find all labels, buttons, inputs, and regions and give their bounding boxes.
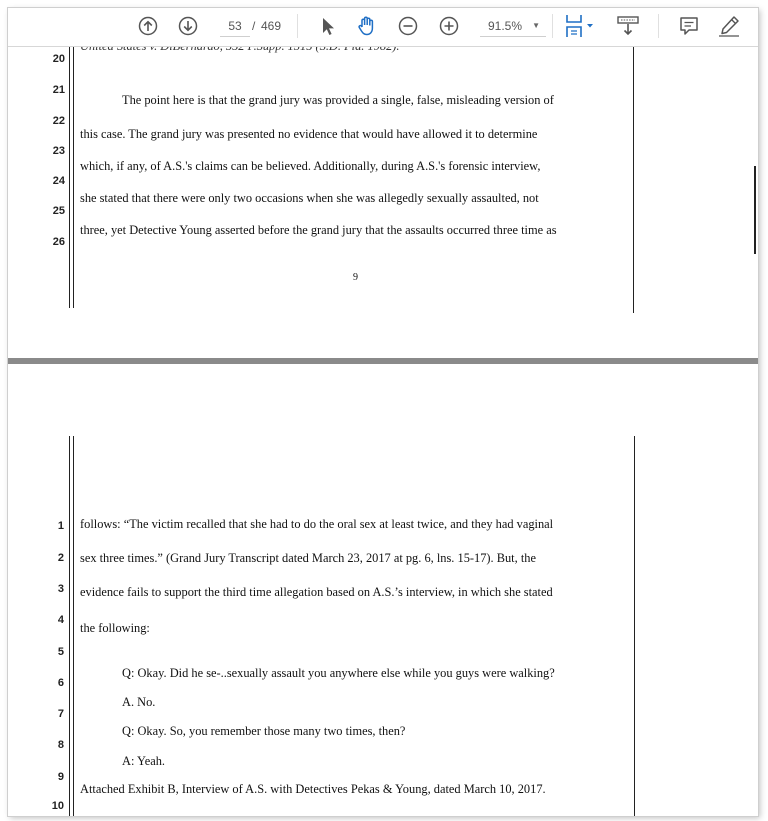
fit-page-icon [563, 13, 597, 39]
page-total: 469 [261, 19, 282, 33]
qa-line: A: Yeah. [122, 754, 166, 768]
line-number: 1 [57, 520, 64, 532]
right-margin-rule [633, 46, 634, 313]
left-margin-rule [73, 46, 74, 308]
right-margin-rule [634, 436, 635, 816]
pointer-icon [319, 16, 337, 36]
sign-pen-icon [717, 14, 741, 38]
zoom-value: 91.5% [488, 19, 523, 33]
select-tool-button[interactable] [316, 8, 340, 44]
right-edge-mark [754, 166, 756, 254]
download-icon [616, 14, 640, 38]
left-margin-rule [73, 436, 74, 816]
line-number: 25 [52, 205, 65, 217]
qa-line: A. No. [122, 695, 156, 709]
line-number: 22 [52, 115, 65, 127]
line-number: 10 [51, 800, 64, 812]
pdf-viewer [8, 8, 758, 816]
page-footer-number: 9 [353, 272, 358, 283]
body-line: she stated that there were only two occasions when she was allegedly sexually assaulted, not [80, 191, 539, 205]
page-separator: / [252, 19, 256, 33]
line-number: 23 [52, 145, 65, 157]
line-number: 9 [57, 771, 64, 783]
line-number: 26 [52, 236, 65, 248]
next-page-button[interactable] [176, 8, 200, 44]
left-margin-rule [69, 436, 70, 816]
body-line: The point here is that the grand jury was provided a single, false, misleading version of [122, 93, 554, 107]
arrow-up-circle-icon [138, 16, 158, 36]
line-number: 4 [57, 614, 64, 626]
comment-button[interactable] [676, 8, 702, 44]
exhibit-citation: Attached Exhibit B, Interview of A.S. with Detectives Pekas & Young, dated March 10, 2017. [80, 782, 546, 796]
page-number-input[interactable]: 53 [220, 16, 250, 37]
zoom-select[interactable] [480, 16, 546, 37]
body-line: the following: [80, 621, 150, 635]
qa-line: Q: Okay. So, you remember those many two times, then? [122, 724, 406, 738]
toolbar-divider [552, 14, 553, 38]
line-number: 6 [57, 677, 64, 689]
line-number: 2 [57, 552, 64, 564]
caret-down-icon: ▼ [532, 21, 540, 30]
comment-icon [678, 15, 700, 37]
line-number: 24 [52, 175, 65, 187]
body-line: this case. The grand jury was presented no evidence that would have allowed it to determine [80, 127, 538, 141]
line-number: 20 [52, 53, 65, 65]
toolbar-divider [297, 14, 298, 38]
body-line: sex three times.” (Grand Jury Transcript dated March 23, 2017 at pg. 6, lns. 15-17). But, the [80, 551, 536, 565]
page-fit-button[interactable] [562, 8, 598, 44]
zoom-in-button[interactable] [437, 8, 461, 44]
body-line: three, yet Detective Young asserted before the grand jury that the assaults occurred three time as [80, 223, 557, 237]
pdf-page-10 [8, 364, 758, 816]
sign-button[interactable] [716, 8, 742, 44]
zoom-out-button[interactable] [396, 8, 420, 44]
pdf-page-9 [8, 46, 758, 358]
download-button[interactable] [614, 8, 642, 44]
qa-line: Q: Okay. Did he se-..sexually assault you anywhere else while you guys were walking? [122, 666, 555, 680]
hand-tool-button[interactable] [354, 8, 380, 44]
viewer-toolbar [8, 8, 758, 47]
body-line: evidence fails to support the third time allegation based on A.S.’s interview, in which she stated [80, 585, 553, 599]
line-number: 3 [57, 583, 64, 595]
previous-page-button[interactable] [136, 8, 160, 44]
zoom-out-icon [398, 16, 418, 36]
hand-icon [356, 15, 378, 37]
left-margin-rule [69, 46, 70, 308]
toolbar-divider [658, 14, 659, 38]
arrow-down-circle-icon [178, 16, 198, 36]
body-line: follows: “The victim recalled that she had to do the oral sex at least twice, and they had vaginal [80, 517, 554, 531]
zoom-in-icon [439, 16, 459, 36]
body-line: which, if any, of A.S.'s claims can be believed. Additionally, during A.S.'s forensic interview, [80, 159, 541, 173]
line-number: 7 [57, 708, 64, 720]
line-number: 5 [57, 646, 64, 658]
line-number: 21 [52, 84, 65, 96]
line-number: 8 [57, 739, 64, 751]
